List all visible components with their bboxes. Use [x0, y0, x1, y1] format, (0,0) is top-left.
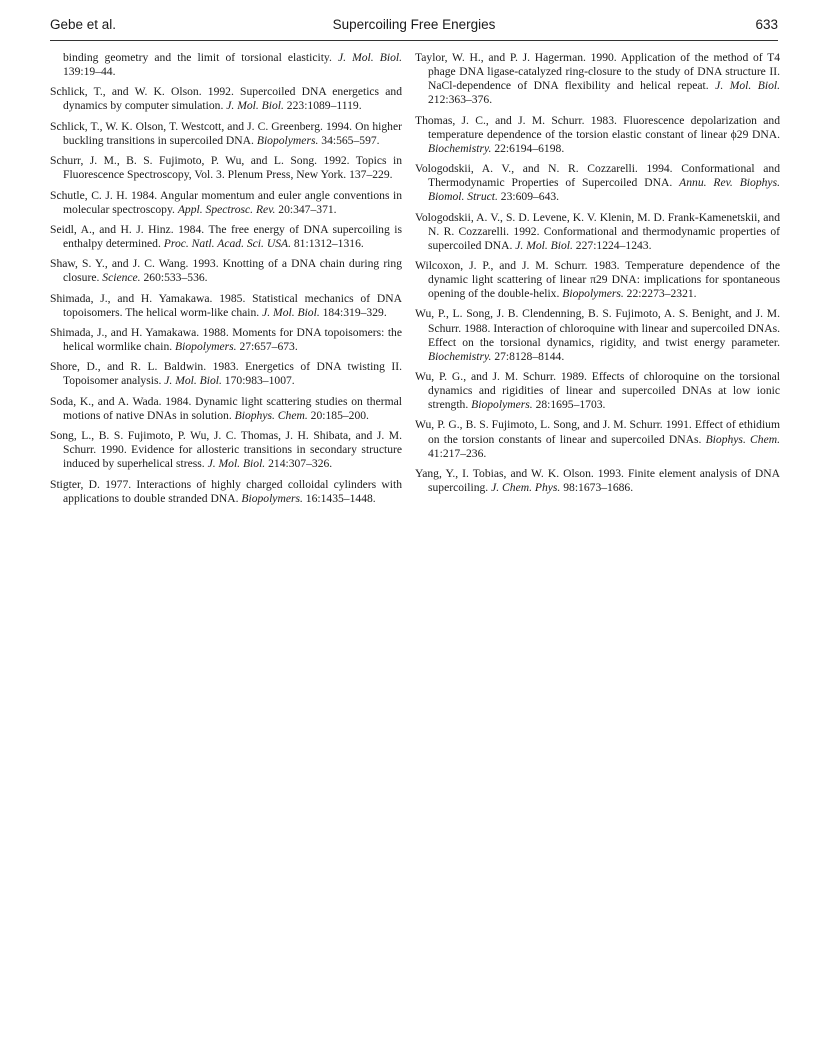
reference-text: Soda, K., and A. Wada. 1984. Dynamic light scattering studies on thermal motions of native DNAs in solution.	[50, 394, 402, 422]
reference-volume-pages: 170:983–1007.	[221, 374, 295, 388]
reference-journal: Biopolymers.	[256, 133, 319, 147]
reference-text: Taylor, W. H., and P. J. Hagerman. 1990. Application of the method of T4 phage DNA ligase-catalyzed ring-closure to the study of DNA structure II. NaCl-dependence of DNA flexibility and helical repeat.	[415, 51, 780, 93]
reference-volume-pages: 214:307–326.	[265, 457, 333, 471]
reference-volume-pages: 16:1435–1448.	[302, 491, 376, 505]
reference-journal: Biopolymers.	[471, 398, 533, 412]
reference-volume-pages: 20:347–371.	[275, 202, 337, 216]
reference-entry	[50, 360, 402, 388]
reference-volume-pages: 22:6194–6198.	[491, 141, 565, 155]
reference-text: Wilcoxon, J. P., and J. M. Schurr. 1983. Temperature dependence of the dynamic light scattering of linear π29 DNA: implications for spontaneous opening of the double-helix.	[415, 258, 780, 301]
reference-text: Schlick, T., and W. K. Olson. 1992. Supercoiled DNA energetics and dynamics by computer simulation.	[50, 85, 402, 113]
reference-volume-pages: 20:185–200.	[307, 408, 369, 422]
reference-volume-pages: 184:319–329.	[319, 305, 387, 319]
reference-text: Wu, P. G., B. S. Fujimoto, L. Song, and J. M. Schurr. 1991. Effect of ethidium on the torsion constants of linear and supercoiled DNAs.	[415, 418, 780, 446]
reference-entry	[50, 395, 402, 423]
reference-journal: J. Mol. Biol.	[207, 457, 266, 471]
reference-entry	[50, 478, 402, 506]
reference-entry	[415, 418, 780, 460]
reference-journal: Biochemistry.	[428, 349, 492, 363]
reference-journal: J. Mol. Biol.	[164, 374, 222, 388]
reference-text: Vologodskii, A. V., and N. R. Cozzarelli. 1994. Conformational and Thermodynamic Properties of Supercoiled DNA.	[415, 162, 780, 190]
author-running-head: Gebe et al.	[50, 17, 117, 32]
reference-text: Yang, Y., I. Tobias, and W. K. Olson. 1993. Finite element analysis of DNA supercoiling.	[415, 466, 780, 495]
reference-text: Schlick, T., W. K. Olson, T. Westcott, and J. C. Greenberg. 1994. On higher buckling transitions in supercoiled DNA.	[50, 119, 402, 147]
reference-volume-pages: 81:1312–1316.	[290, 236, 364, 250]
reference-text: Shimada, J., and H. Yamakawa. 1988. Moments for DNA topoisomers: the helical wormlike chain.	[50, 326, 402, 354]
reference-entry	[415, 211, 780, 253]
reference-entry	[415, 162, 780, 204]
reference-text: binding geometry and the limit of torsional elasticity.	[63, 51, 338, 64]
reference-journal: Biophys. Chem.	[705, 432, 780, 446]
references-left-column	[50, 51, 402, 512]
reference-entry	[50, 120, 402, 148]
reference-volume-pages: 98:1673–1686.	[560, 481, 634, 495]
reference-entry	[415, 467, 780, 495]
reference-entry	[50, 223, 402, 251]
reference-text: Stigter, D. 1977. Interactions of highly charged colloidal cylinders with applications to double stranded DNA.	[50, 477, 402, 505]
reference-journal: Biopolymers.	[241, 491, 303, 505]
reference-volume-pages: 227:1224–1243.	[572, 238, 652, 252]
page-number: 633	[755, 17, 778, 32]
reference-entry	[50, 85, 402, 113]
reference-text: Schurr, J. M., B. S. Fujimoto, P. Wu, and L. Song. 1992. Topics in Fluorescence Spectroscopy, Vol. 3. Plenum Press, New York. 137–229.	[50, 154, 402, 182]
reference-entry	[50, 257, 402, 285]
reference-volume-pages: 27:8128–8144.	[491, 349, 565, 363]
reference-journal: Proc. Natl. Acad. Sci. USA.	[163, 236, 291, 250]
reference-entry	[415, 370, 780, 412]
reference-volume-pages: 139:19–44.	[63, 65, 116, 79]
reference-entry	[50, 51, 402, 79]
reference-text: Wu, P., L. Song, J. B. Clendenning, B. S. Fujimoto, A. S. Benight, and J. M. Schurr. 1988. Interaction of chloroquine with linear and supercoiled DNAs. Effect on the torsional dynamics, rigidity, and twist energy parameter.	[415, 307, 780, 349]
reference-journal: J. Chem. Phys.	[491, 481, 561, 495]
reference-volume-pages: 212:363–376.	[428, 93, 493, 107]
reference-volume-pages: 41:217–236.	[428, 446, 487, 460]
reference-journal: Annu. Rev. Biophys. Biomol. Struct.	[428, 176, 780, 204]
reference-volume-pages: 34:565–597.	[318, 133, 380, 147]
reference-entry	[415, 114, 780, 156]
reference-entry	[50, 326, 402, 354]
header-rule	[50, 40, 778, 41]
reference-journal: Appl. Spectrosc. Rev.	[177, 202, 276, 216]
running-header	[50, 13, 778, 43]
title-running-head: Supercoiling Free Energies	[332, 17, 496, 32]
reference-journal: J. Mol. Biol.	[715, 79, 780, 93]
reference-journal: J. Mol. Biol.	[337, 51, 402, 64]
reference-entry	[50, 189, 402, 217]
reference-journal: Biophys. Chem.	[234, 408, 308, 422]
reference-volume-pages: 23:609–643.	[497, 190, 560, 204]
reference-volume-pages: 28:1695–1703.	[532, 398, 606, 412]
reference-text: Song, L., B. S. Fujimoto, P. Wu, J. C. Thomas, J. H. Shibata, and J. M. Schurr. 1990. Evidence for allosteric transitions in secondary structure induced by superhelical stress.	[50, 429, 402, 471]
reference-journal: J. Mol. Biol.	[515, 238, 573, 252]
reference-journal: Biopolymers.	[175, 340, 237, 354]
reference-journal: J. Mol. Biol.	[262, 305, 320, 319]
reference-journal: Science.	[102, 271, 141, 285]
reference-text: Shaw, S. Y., and J. C. Wang. 1993. Knotting of a DNA chain during ring closure.	[50, 257, 402, 285]
reference-entry	[50, 292, 402, 320]
reference-text: Schutle, C. J. H. 1984. Angular momentum and euler angle conventions in molecular spectroscopy.	[50, 188, 402, 216]
reference-entry	[415, 259, 780, 301]
reference-text: Vologodskii, A. V., S. D. Levene, K. V. Klenin, M. D. Frank-Kamenetskii, and N. R. Cozzarelli. 1992. Conformational and thermodynamic properties of supercoiled DNA.	[415, 210, 780, 252]
reference-volume-pages: 223:1089–1119.	[283, 99, 362, 113]
reference-text: Wu, P. G., and J. M. Schurr. 1989. Effects of chloroquine on the torsional dynamics and rigidities of linear and supercoiled DNAs at low ionic strength.	[415, 370, 780, 412]
reference-volume-pages: 22:2273–2321.	[623, 287, 697, 301]
reference-volume-pages: 27:657–673.	[236, 340, 298, 354]
reference-entry	[50, 154, 402, 182]
reference-journal: Biopolymers.	[562, 287, 624, 301]
reference-entry	[50, 429, 402, 471]
reference-entry	[415, 307, 780, 363]
references-right-column	[415, 51, 780, 501]
reference-text: Shore, D., and R. L. Baldwin. 1983. Energetics of DNA twisting II. Topoisomer analysis.	[50, 360, 402, 388]
reference-journal: Biochemistry.	[428, 141, 492, 155]
reference-text: Seidl, A., and H. J. Hinz. 1984. The free energy of DNA supercoiling is enthalpy determined.	[50, 222, 402, 250]
reference-journal: J. Mol. Biol.	[226, 99, 284, 113]
reference-entry	[415, 51, 780, 107]
reference-volume-pages: 260:533–536.	[140, 271, 208, 285]
reference-text: Shimada, J., and H. Yamakawa. 1985. Statistical mechanics of DNA topoisomers. The helical worm-like chain.	[50, 291, 402, 319]
reference-text: Thomas, J. C., and J. M. Schurr. 1983. Fluorescence depolarization and temperature dependence of the torsion elastic constant of linear ϕ29 DNA.	[415, 113, 780, 141]
